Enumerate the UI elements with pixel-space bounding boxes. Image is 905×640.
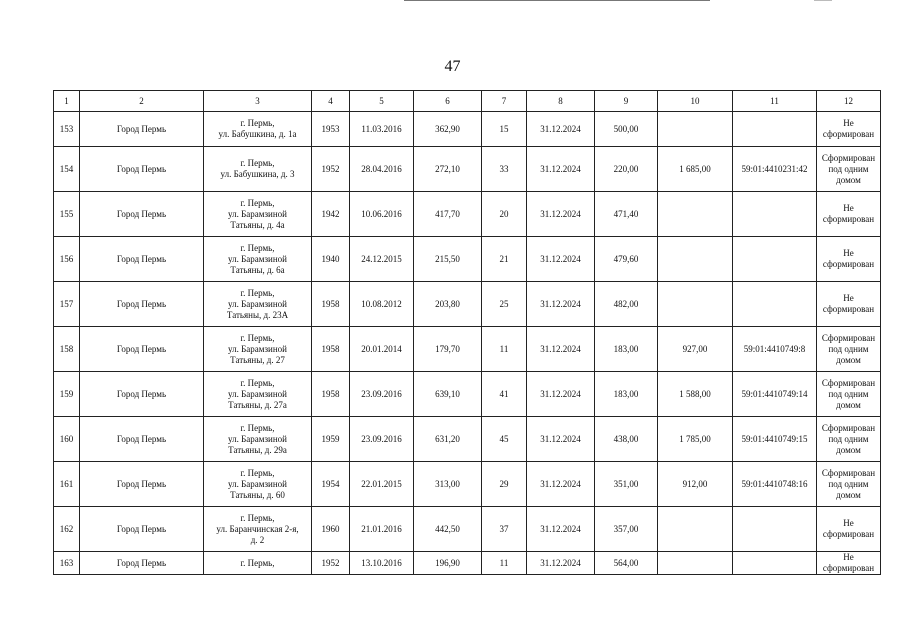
year-cell: 1958 [312, 282, 350, 327]
address-line: ул. Барамзиной [228, 478, 287, 489]
residents-cell: 33 [482, 147, 527, 192]
deadline-cell: 31.12.2024 [527, 417, 595, 462]
land-status-cell [817, 552, 881, 575]
municipality-cell: Город Пермь [80, 112, 204, 147]
deadline-cell: 31.12.2024 [527, 147, 595, 192]
area2-cell: 438,00 [595, 417, 658, 462]
top-rule [404, 0, 710, 1]
cadastral-number-cell [733, 507, 817, 552]
area-cell: 313,00 [414, 462, 482, 507]
status-line: Не сформирован [822, 552, 875, 573]
year-cell: 1952 [312, 552, 350, 575]
land-status-cell [817, 237, 881, 282]
top-mark [814, 0, 832, 1]
residents-cell: 29 [482, 462, 527, 507]
status-line: под одним [828, 388, 869, 399]
address-line: г. Пермь, [240, 512, 275, 523]
municipality-cell: Город Пермь [80, 372, 204, 417]
table-row [54, 372, 881, 417]
status-line: домом [836, 489, 861, 500]
deadline-cell: 31.12.2024 [527, 372, 595, 417]
column-header: 11 [733, 91, 817, 112]
table-row [54, 237, 881, 282]
row-number-cell: 159 [54, 372, 80, 417]
deadline-cell: 31.12.2024 [527, 282, 595, 327]
address-line: Татьяны, д. 29а [228, 444, 287, 455]
date-cell: 13.10.2016 [350, 552, 414, 575]
residents-cell: 15 [482, 112, 527, 147]
status-line: Сформирован [821, 152, 876, 163]
status-line: Сформирован [821, 422, 876, 433]
row-number-cell: 160 [54, 417, 80, 462]
residents-cell: 11 [482, 327, 527, 372]
area-cell: 196,90 [414, 552, 482, 575]
area2-cell: 220,00 [595, 147, 658, 192]
status-line: Не сформирован [822, 293, 875, 314]
cadastral-number-cell: 59:01:4410749:14 [733, 372, 817, 417]
cadastral-number-cell: 59:01:4410748:16 [733, 462, 817, 507]
status-line: Не сформирован [822, 518, 875, 539]
land-area-cell: 1 588,00 [658, 372, 733, 417]
status-line: Не сформирован [822, 248, 875, 269]
cadastral-number-cell [733, 112, 817, 147]
land-area-cell [658, 282, 733, 327]
deadline-cell: 31.12.2024 [527, 507, 595, 552]
area-cell: 639,10 [414, 372, 482, 417]
address-line: ул. Барамзиной [228, 298, 287, 309]
address-line: д. 2 [250, 534, 265, 545]
address-line: ул. Барамзиной [228, 208, 287, 219]
address-line: г. Пермь, [240, 422, 275, 433]
land-area-cell: 1 685,00 [658, 147, 733, 192]
date-cell: 20.01.2014 [350, 327, 414, 372]
address-line: г. Пермь, [240, 242, 275, 253]
land-area-cell [658, 552, 733, 575]
area-cell: 362,90 [414, 112, 482, 147]
address-cell [204, 327, 312, 372]
address-line: г. Пермь, [240, 467, 275, 478]
land-status-cell [817, 112, 881, 147]
status-line: Не сформирован [822, 203, 875, 224]
address-line: Татьяны, д. 23А [226, 309, 289, 320]
address-line: ул. Барамзиной [228, 253, 287, 264]
column-header: 5 [350, 91, 414, 112]
housing-registry-table [53, 90, 881, 575]
address-line: Татьяны, д. 4а [230, 219, 285, 230]
land-status-cell [817, 282, 881, 327]
status-line: под одним [828, 433, 869, 444]
address-line: Татьяны, д. 60 [230, 489, 285, 500]
column-number-row [54, 91, 881, 112]
column-header: 4 [312, 91, 350, 112]
table-row [54, 552, 881, 575]
address-cell [204, 417, 312, 462]
land-status-cell [817, 327, 881, 372]
land-area-cell [658, 192, 733, 237]
year-cell: 1959 [312, 417, 350, 462]
status-line: домом [836, 174, 861, 185]
date-cell: 28.04.2016 [350, 147, 414, 192]
land-status-cell [817, 462, 881, 507]
residents-cell: 20 [482, 192, 527, 237]
municipality-cell: Город Пермь [80, 417, 204, 462]
residents-cell: 37 [482, 507, 527, 552]
municipality-cell: Город Пермь [80, 282, 204, 327]
area-cell: 417,70 [414, 192, 482, 237]
deadline-cell: 31.12.2024 [527, 112, 595, 147]
land-status-cell [817, 147, 881, 192]
address-line: г. Пермь, [240, 377, 275, 388]
area2-cell: 482,00 [595, 282, 658, 327]
cadastral-number-cell: 59:01:4410231:42 [733, 147, 817, 192]
area-cell: 272,10 [414, 147, 482, 192]
table-row [54, 507, 881, 552]
table-row [54, 462, 881, 507]
area-cell: 203,80 [414, 282, 482, 327]
land-area-cell: 1 785,00 [658, 417, 733, 462]
address-line: г. Пермь, [240, 118, 275, 128]
column-header: 12 [817, 91, 881, 112]
land-area-cell: 912,00 [658, 462, 733, 507]
row-number-cell: 153 [54, 112, 80, 147]
address-line: ул. Бабушкина, д. 3 [220, 169, 295, 179]
date-cell: 11.03.2016 [350, 112, 414, 147]
row-number-cell: 156 [54, 237, 80, 282]
cadastral-number-cell [733, 192, 817, 237]
date-cell: 10.08.2012 [350, 282, 414, 327]
area2-cell: 479,60 [595, 237, 658, 282]
area2-cell: 471,40 [595, 192, 658, 237]
date-cell: 24.12.2015 [350, 237, 414, 282]
cadastral-number-cell [733, 552, 817, 575]
residents-cell: 25 [482, 282, 527, 327]
table-row [54, 417, 881, 462]
status-line: под одним [828, 343, 869, 354]
address-cell [204, 372, 312, 417]
address-line: ул. Бабушкина, д. 1а [218, 129, 297, 139]
table-row [54, 112, 881, 147]
address-line: Татьяны, д. 27 [230, 354, 285, 365]
column-header: 3 [204, 91, 312, 112]
row-number-cell: 154 [54, 147, 80, 192]
municipality-cell: Город Пермь [80, 552, 204, 575]
address-line: Татьяны, д. 6а [230, 264, 285, 275]
status-line: домом [836, 354, 861, 365]
cadastral-number-cell [733, 282, 817, 327]
deadline-cell: 31.12.2024 [527, 327, 595, 372]
status-line: домом [836, 444, 861, 455]
date-cell: 21.01.2016 [350, 507, 414, 552]
column-header: 8 [527, 91, 595, 112]
residents-cell: 21 [482, 237, 527, 282]
page-number: 47 [444, 58, 461, 75]
address-line: ул. Баранчинская 2-я, [216, 523, 299, 534]
cadastral-number-cell [733, 237, 817, 282]
address-cell [204, 462, 312, 507]
municipality-cell: Город Пермь [80, 507, 204, 552]
status-line: Сформирован [821, 467, 876, 478]
cadastral-number-cell: 59:01:4410749:15 [733, 417, 817, 462]
residents-cell: 11 [482, 552, 527, 575]
address-cell [204, 282, 312, 327]
row-number-cell: 163 [54, 552, 80, 575]
land-status-cell [817, 372, 881, 417]
year-cell: 1958 [312, 327, 350, 372]
table-row [54, 282, 881, 327]
municipality-cell: Город Пермь [80, 327, 204, 372]
deadline-cell: 31.12.2024 [527, 462, 595, 507]
status-line: Сформирован [821, 332, 876, 343]
land-status-cell [817, 507, 881, 552]
address-line: г. Пермь, [240, 287, 275, 298]
date-cell: 22.01.2015 [350, 462, 414, 507]
land-status-cell [817, 192, 881, 237]
year-cell: 1942 [312, 192, 350, 237]
address-cell [204, 147, 312, 192]
area2-cell: 183,00 [595, 372, 658, 417]
date-cell: 23.09.2016 [350, 417, 414, 462]
address-cell [204, 507, 312, 552]
column-header: 10 [658, 91, 733, 112]
column-header: 2 [80, 91, 204, 112]
address-cell [204, 552, 312, 575]
year-cell: 1952 [312, 147, 350, 192]
date-cell: 10.06.2016 [350, 192, 414, 237]
status-line: Сформирован [821, 377, 876, 388]
year-cell: 1958 [312, 372, 350, 417]
address-line: г. Пермь, [240, 332, 275, 343]
row-number-cell: 155 [54, 192, 80, 237]
area-cell: 631,20 [414, 417, 482, 462]
address-cell [204, 192, 312, 237]
area-cell: 179,70 [414, 327, 482, 372]
area-cell: 442,50 [414, 507, 482, 552]
address-line: г. Пермь, [240, 158, 275, 168]
land-area-cell: 927,00 [658, 327, 733, 372]
table-row [54, 327, 881, 372]
cadastral-number-cell: 59:01:4410749:8 [733, 327, 817, 372]
municipality-cell: Город Пермь [80, 237, 204, 282]
land-status-cell [817, 417, 881, 462]
land-area-cell [658, 112, 733, 147]
row-number-cell: 162 [54, 507, 80, 552]
residents-cell: 41 [482, 372, 527, 417]
year-cell: 1940 [312, 237, 350, 282]
deadline-cell: 31.12.2024 [527, 552, 595, 575]
area2-cell: 500,00 [595, 112, 658, 147]
year-cell: 1953 [312, 112, 350, 147]
address-line: ул. Барамзиной [228, 433, 287, 444]
status-line: под одним [828, 478, 869, 489]
land-area-cell [658, 237, 733, 282]
status-line: под одним [828, 163, 869, 174]
address-line: ул. Барамзиной [228, 388, 287, 399]
date-cell: 23.09.2016 [350, 372, 414, 417]
residents-cell: 45 [482, 417, 527, 462]
column-header: 1 [54, 91, 80, 112]
municipality-cell: Город Пермь [80, 147, 204, 192]
area2-cell: 351,00 [595, 462, 658, 507]
status-line: Не сформирован [822, 118, 875, 139]
row-number-cell: 157 [54, 282, 80, 327]
table-row [54, 147, 881, 192]
column-header: 9 [595, 91, 658, 112]
address-line: г. Пермь, [240, 197, 275, 208]
column-header: 7 [482, 91, 527, 112]
year-cell: 1960 [312, 507, 350, 552]
deadline-cell: 31.12.2024 [527, 237, 595, 282]
land-area-cell [658, 507, 733, 552]
address-line: Татьяны, д. 27а [228, 399, 287, 410]
address-line: ул. Барамзиной [228, 343, 287, 354]
address-line: г. Пермь, [240, 557, 275, 568]
area2-cell: 183,00 [595, 327, 658, 372]
table-row [54, 192, 881, 237]
column-header: 6 [414, 91, 482, 112]
year-cell: 1954 [312, 462, 350, 507]
address-cell [204, 112, 312, 147]
address-cell [204, 237, 312, 282]
area2-cell: 357,00 [595, 507, 658, 552]
municipality-cell: Город Пермь [80, 192, 204, 237]
area2-cell: 564,00 [595, 552, 658, 575]
row-number-cell: 158 [54, 327, 80, 372]
deadline-cell: 31.12.2024 [527, 192, 595, 237]
area-cell: 215,50 [414, 237, 482, 282]
municipality-cell: Город Пермь [80, 462, 204, 507]
status-line: домом [836, 399, 861, 410]
row-number-cell: 161 [54, 462, 80, 507]
registry-body [54, 112, 881, 575]
